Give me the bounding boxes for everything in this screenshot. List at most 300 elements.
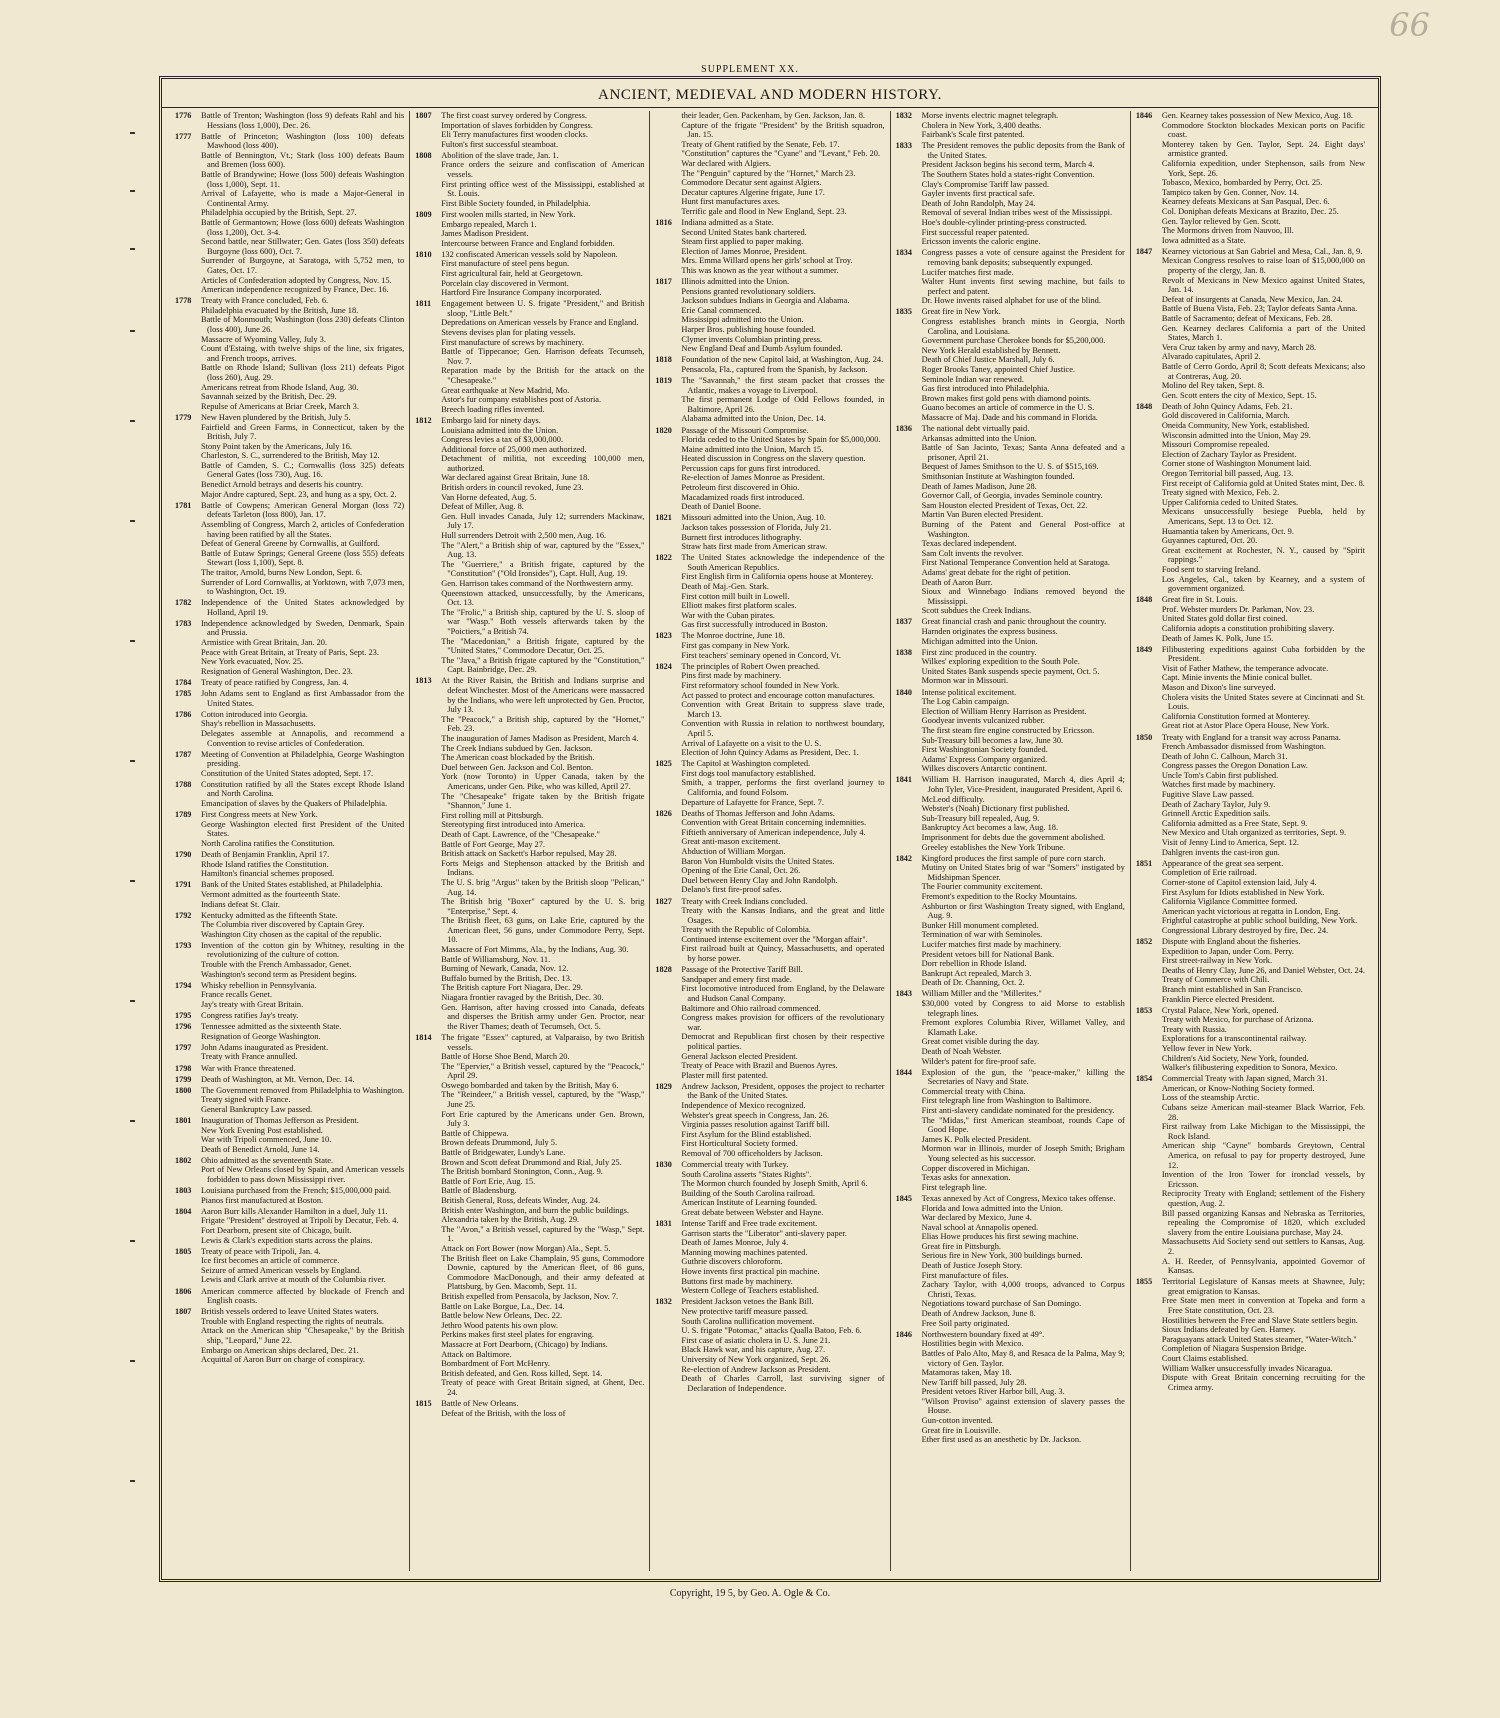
event-text: Jethro Wood patents his own plow. xyxy=(441,1320,559,1330)
year-entry xyxy=(175,296,404,411)
event-text: Food sent to starving Ireland. xyxy=(1161,564,1261,574)
event-text: The "Alert," a British ship of war, captured by the "Essex," Aug. 13. xyxy=(441,540,645,560)
year-entry xyxy=(655,218,884,276)
event-text: The "Peacock," a British ship, captured by the "Hornet," Feb. 23. xyxy=(441,714,645,734)
event-text: Cotton introduced into Georgia. xyxy=(201,709,308,719)
event-text: Death of John Quincy Adams, Feb. 21. xyxy=(1161,401,1293,411)
event-text: Hoe's double-cylinder printing-press constructed. xyxy=(921,218,1087,228)
event-text: Frigate "President" destroyed at Tripoli by Decatur, Feb. 4. xyxy=(201,1216,399,1226)
event-text: Alexandria taken by the British, Aug. 29. xyxy=(441,1215,580,1225)
event-text: Whisky rebellion in Pennsylvania. xyxy=(201,980,317,990)
entry-year: 1810 xyxy=(415,249,432,259)
event-text: Act passed to protect and encourage cotton manufactures. xyxy=(681,690,875,700)
event-text: Col. Doniphan defeats Mexicans at Brazito, Dec. 25. xyxy=(1161,206,1339,216)
entry-events xyxy=(681,355,884,374)
event-text: Kearney victorious at San Gabriel and Mesa, Cal., Jan. 8, 9. xyxy=(1161,246,1363,256)
event-text: Commercial treaty with China. xyxy=(921,1086,1026,1096)
margin-mark xyxy=(130,1480,135,1482)
entry-year: 1812 xyxy=(415,415,432,425)
event-text: Oregon Territorial bill passed, Aug. 13. xyxy=(1161,468,1294,478)
entry-events xyxy=(201,750,404,779)
event-text: $30,000 voted by Congress to aid Morse to establish telegraph lines. xyxy=(921,999,1125,1018)
event-text: Defeat of Miller, Aug. 8. xyxy=(441,502,524,512)
margin-mark xyxy=(130,880,135,882)
event-text: American ship "Cayne" bombards Greytown, Central America, on refusal to pay for property destroyed, June 12. xyxy=(1161,1141,1366,1170)
entry-events xyxy=(681,1082,884,1159)
year-entry xyxy=(175,1186,404,1205)
event-text: Dorr rebellion in Rhode Island. xyxy=(921,959,1027,969)
entry-events xyxy=(681,759,884,807)
event-text: Battles of Palo Alto, May 8, and Resaca de la Palma, May 9; victory of Gen. Taylor. xyxy=(921,1348,1125,1368)
year-entry xyxy=(175,981,404,1010)
event-text: Dahlgren invents the cast-iron gun. xyxy=(1161,847,1280,857)
entry-year: 1836 xyxy=(895,424,912,433)
event-text: The British capture Fort Niagara, Dec. 29. xyxy=(441,983,583,993)
event-text: Fugitive Slave Law passed. xyxy=(1161,790,1254,800)
event-text: First successful reaper patented. xyxy=(921,227,1030,237)
event-text: Arrival of Lafayette, who is made a Major-General in Continental Army. xyxy=(201,189,405,208)
event-text: Garrison starts the "Liberator" anti-slavery paper. xyxy=(681,1228,847,1238)
event-text: First zinc produced in the country. xyxy=(921,647,1037,657)
event-text: Missouri admitted into the Union, Aug. 10. xyxy=(681,513,826,523)
event-text: Appearance of the great sea serpent. xyxy=(1161,858,1284,868)
event-text: Treaty of peace with Tripoli, Jan. 4. xyxy=(201,1246,321,1256)
entry-year: 1823 xyxy=(655,631,672,641)
entry-year: 1852 xyxy=(1135,936,1153,946)
event-text: First telegraph line. xyxy=(921,1182,987,1192)
event-text: Bankruptcy Act becomes a law, Aug. 18. xyxy=(921,823,1059,833)
entry-events xyxy=(441,111,644,149)
event-text: Pins first made by machinery. xyxy=(681,671,782,681)
event-text: France orders the seizure and confiscation of American vessels. xyxy=(441,160,645,180)
event-text: Guano becomes an article of commerce in the U. S. xyxy=(921,403,1095,413)
event-text: American yacht victorious at regatta in London, Eng. xyxy=(1161,906,1341,916)
entry-events xyxy=(1162,247,1365,401)
event-text: "Wilson Proviso" against extension of slavery passes the House. xyxy=(921,1396,1125,1416)
entry-year: 1783 xyxy=(175,618,192,628)
event-text: The Government removed from Philadelphia to Washington. xyxy=(201,1085,405,1095)
event-text: First Asylum for Idiots established in New York. xyxy=(1161,887,1325,897)
year-entry xyxy=(175,1307,404,1365)
event-text: Webster's great speech in Congress, Jan. 26. xyxy=(681,1110,829,1120)
event-text: Gun-cotton invented. xyxy=(921,1416,993,1426)
event-text: Greeley establishes the New York Tribune. xyxy=(921,842,1066,852)
event-text: Percussion caps for guns first introduced. xyxy=(681,463,821,473)
year-entry xyxy=(655,1219,884,1296)
year-entry xyxy=(655,631,884,660)
entry-events xyxy=(681,426,884,512)
entry-year: 1830 xyxy=(655,1160,672,1170)
event-text: Tampico taken by Gen. Conner, Nov. 14. xyxy=(1161,187,1299,197)
event-text: Mormon war in Illinois, murder of Joseph Smith; Brigham Young selected as his successor. xyxy=(921,1144,1125,1164)
event-text: Battle of Brandywine; Howe (loss 500) defeats Washington (loss 1,000), Sept. 11. xyxy=(201,170,405,189)
event-text: Vera Cruz taken by army and navy, March 28. xyxy=(1161,342,1317,352)
event-text: Congress levies a tax of $3,000,000. xyxy=(441,435,564,445)
event-text: Acquittal of Aaron Burr on charge of conspiracy. xyxy=(201,1355,365,1365)
event-text: Continued intense excitement over the "Morgan affair". xyxy=(681,934,868,944)
year-entry xyxy=(175,1022,404,1041)
event-text: Expedition to Japan, under Com. Perry. xyxy=(1161,946,1294,956)
entry-year: 1807 xyxy=(175,1307,192,1317)
year-entry xyxy=(175,941,404,979)
entry-year: 1837 xyxy=(895,617,912,627)
entry-events xyxy=(201,1043,404,1062)
year-entry xyxy=(1136,111,1365,245)
entry-year: 1779 xyxy=(175,412,192,422)
entry-year: 1821 xyxy=(655,513,672,523)
event-text: Molino del Rey taken, Sept. 8. xyxy=(1161,381,1265,391)
event-text: Wilkes' exploring expedition to the South Pole. xyxy=(921,657,1080,667)
year-entry xyxy=(175,1043,404,1062)
event-text: Michigan admitted into the Union. xyxy=(921,636,1038,646)
event-text: Morse invents electric magnet telegraph. xyxy=(921,111,1059,120)
event-text: Battle of Chippewa. xyxy=(441,1128,509,1138)
event-text: Buffalo burned by the British, Dec. 13. xyxy=(441,973,573,983)
entry-events xyxy=(201,619,404,677)
event-text: Second United States bank chartered. xyxy=(681,227,807,237)
event-text: Plaster mill first patented. xyxy=(681,1070,768,1080)
event-text: Aaron Burr kills Alexander Hamilton in a duel, July 11. xyxy=(201,1206,388,1216)
entry-year: 1855 xyxy=(1135,1277,1153,1287)
event-text: First manufacture of screws by machinery. xyxy=(441,337,584,347)
year-entry xyxy=(175,880,404,909)
margin-mark xyxy=(130,132,135,134)
entry-events xyxy=(441,299,644,414)
event-text: Zachary Taylor, with 4,000 troops, advanced to Corpus Christi, Texas. xyxy=(921,1280,1125,1299)
event-text: Texas asks for annexation. xyxy=(921,1173,1011,1183)
event-text: First case of asiatic cholera in U. S. June 21. xyxy=(681,1335,831,1345)
event-text: Howe invents first practical pin machine. xyxy=(681,1267,820,1277)
event-text: Removal of several Indian tribes west of the Mississippi. xyxy=(921,208,1113,218)
event-text: Tobasco, Mexico, bombarded by Perry, Oct. 25. xyxy=(1161,178,1323,188)
event-text: Gen. Harrison, after having crossed into Canada, defeats and disperses the British army under Gen. Proctor, near the River Thames; death of Tecumseh, Oct. 5. xyxy=(441,1002,645,1031)
event-text: Depredations on American vessels by France and England. xyxy=(441,318,639,328)
entry-year: 1822 xyxy=(655,553,672,563)
event-text: Elias Howe produces his first sewing machine. xyxy=(921,1232,1079,1242)
event-text: First anti-slavery candidate nominated for the presidency. xyxy=(921,1106,1115,1116)
event-text: Copper discovered in Michigan. xyxy=(921,1163,1030,1173)
year-entry xyxy=(896,688,1125,774)
event-text: Battle of Bennington, Vt.; Stark (loss 100) defeats Baum and Bremen (loss 600). xyxy=(201,150,405,170)
event-text: Government purchase Cherokee bonds for $5,200,000. xyxy=(921,336,1106,346)
event-text: Illinois admitted into the Union. xyxy=(681,277,790,287)
event-text: Kingford produces the first sample of pure corn starch. xyxy=(921,853,1106,863)
event-text: Treaty with Russia. xyxy=(1161,1024,1227,1034)
entry-year: 1804 xyxy=(175,1206,192,1216)
year-entry xyxy=(655,897,884,964)
entry-events xyxy=(922,648,1125,686)
event-text: Erie Canal commenced. xyxy=(681,305,762,315)
entry-year: 1825 xyxy=(655,759,672,769)
event-text: Surrender of Burgoyne, at Saratoga, with 5,752 men, to Gates, Oct. 17. xyxy=(201,256,405,275)
event-text: The President removes the public deposits from the Bank of the United States. xyxy=(921,141,1125,160)
year-entry xyxy=(896,111,1125,140)
event-text: The Mormons driven from Nauvoo, Ill. xyxy=(1161,226,1294,236)
year-entry xyxy=(655,1160,884,1218)
entry-events xyxy=(922,248,1125,306)
event-text: Bequest of James Smithson to the U. S. of $515,169. xyxy=(921,462,1099,472)
event-text: President vetoes bill for National Bank. xyxy=(921,949,1055,959)
event-text: McLeod difficulty. xyxy=(921,794,985,804)
event-text: Battle of Princeton; Washington (loss 100) defeats Mawhood (loss 400). xyxy=(201,131,405,151)
event-text: Great fire in St. Louis. xyxy=(1161,595,1238,605)
entry-events xyxy=(922,1194,1125,1328)
entry-year: 1832 xyxy=(655,1297,672,1307)
event-text: U. S. frigate "Potomac," attacks Qualla Batoo, Feb. 6. xyxy=(681,1326,862,1336)
event-text: Trouble with England respecting the rights of neutrals. xyxy=(201,1316,384,1326)
entry-events xyxy=(201,598,404,617)
event-text: Shay's rebellion in Massachusetts. xyxy=(201,719,316,729)
entry-events xyxy=(441,416,644,675)
event-text: The Log Cabin campaign. xyxy=(921,697,1010,707)
event-text: Baltimore and Ohio railroad commenced. xyxy=(681,1003,821,1013)
event-text: Treaty with Mexico, for purchase of Arizona. xyxy=(1161,1015,1314,1025)
margin-mark xyxy=(130,420,135,422)
event-text: Attack on the American ship "Chesapeake," by the British ship, "Leopard," June 22. xyxy=(201,1326,405,1346)
year-entry xyxy=(175,1207,404,1245)
event-text: Oswego bombarded and taken by the British, May 6. xyxy=(441,1080,619,1090)
year-entry xyxy=(896,775,1125,852)
entry-year: 1829 xyxy=(655,1081,672,1091)
event-text: Battle of San Jacinto, Texas; Santa Anna defeated and a prisoner, April 21. xyxy=(921,443,1125,462)
entry-year: 1796 xyxy=(175,1022,192,1032)
entry-events xyxy=(201,296,404,411)
entry-year: 1792 xyxy=(175,910,192,920)
event-text: Congress makes provision for officers of the revolutionary war. xyxy=(681,1013,885,1032)
event-text: Philadelphia evacuated by the British, June 18. xyxy=(201,305,359,315)
event-text: Los Angeles, Cal., taken by Kearney, and a system of government organized. xyxy=(1161,574,1366,594)
event-text: Intercourse between France and England forbidden. xyxy=(441,238,615,248)
event-text: Court Claims established. xyxy=(1161,1354,1249,1363)
year-entry xyxy=(655,376,884,424)
year-entry xyxy=(175,689,404,708)
entry-year: 1789 xyxy=(175,810,192,820)
entry-year xyxy=(655,111,681,217)
entry-events xyxy=(201,1086,404,1115)
year-entry xyxy=(1136,402,1365,594)
event-text: Death of James Monroe, July 4. xyxy=(681,1238,789,1248)
event-text: Death of Noah Webster. xyxy=(921,1047,1002,1056)
event-text: Armistice with Great Britain, Jan. 20. xyxy=(201,638,328,648)
event-text: Terrific gale and flood in New England, Sept. 23. xyxy=(681,206,847,216)
event-text: Treaty signed with France. xyxy=(201,1095,291,1105)
year-entry xyxy=(175,1011,404,1021)
event-text: Fremont's expedition to the Rocky Mountains. xyxy=(921,892,1078,901)
event-text: Paraguayans attack United States steamer, "Water-Witch." xyxy=(1161,1334,1357,1344)
event-text: New Haven plundered by the British, July 5. xyxy=(201,412,351,422)
year-entry xyxy=(655,426,884,512)
year-entry xyxy=(175,1064,404,1074)
entry-year: 1816 xyxy=(655,218,672,228)
event-text: Steam first applied to paper making. xyxy=(681,237,804,247)
event-text: Embargo laid for ninety days. xyxy=(441,415,541,425)
event-text: First railway from Lake Michigan to the Mississippi, the Rock Island. xyxy=(1161,1122,1366,1141)
entry-events xyxy=(201,501,404,597)
event-text: Charleston, S. C., surrendered to the British, May 12. xyxy=(201,451,380,461)
year-entry xyxy=(415,111,644,149)
entry-year: 1832 xyxy=(895,111,912,120)
event-text: Stevens devises plan for plating vessels. xyxy=(441,328,576,338)
event-text: Commodore Stockton blockades Mexican ports on Pacific coast. xyxy=(1161,120,1366,140)
entry-events xyxy=(201,1287,404,1306)
entry-events xyxy=(681,111,884,217)
event-text: California Constitution formed at Monterey. xyxy=(1161,711,1310,721)
event-text: Crystal Palace, New York, opened. xyxy=(1161,1005,1279,1015)
event-text: Death of Chief Justice Marshall, July 6. xyxy=(921,355,1055,365)
year-entry xyxy=(175,911,404,940)
event-text: Death of Aaron Burr. xyxy=(921,577,993,587)
event-text: The Fourier community excitement. xyxy=(921,882,1043,892)
event-text: Black Hawk war, and his capture, Aug. 27. xyxy=(681,1345,826,1355)
event-text: Treaty of Peace with Brazil and Buenos Ayres. xyxy=(681,1061,838,1071)
event-text: United States gold dollar first coined. xyxy=(1161,614,1288,624)
entry-events xyxy=(681,218,884,276)
margin-mark xyxy=(130,520,135,522)
event-text: American Institute of Learning founded. xyxy=(681,1198,817,1208)
entry-events xyxy=(681,553,884,630)
event-text: California expedition, under Stephenson, sails from New York, Sept. 26. xyxy=(1161,158,1366,178)
margin-mark xyxy=(130,1000,135,1002)
event-text: Stony Point taken by the Americans, July 16. xyxy=(201,441,352,451)
entry-events xyxy=(201,132,404,295)
copyright: Copyright, 19 5, by Geo. A. Ogle & Co. xyxy=(669,1588,831,1599)
event-text: British attack on Sackett's Harbor repulsed, May 28. xyxy=(441,849,617,859)
event-text: New York evacuated, Nov. 25. xyxy=(201,657,304,667)
year-entry xyxy=(415,151,644,209)
event-text: Great fire in New York. xyxy=(921,307,1001,317)
margin-mark xyxy=(130,1120,135,1122)
event-text: California adopts a constitution prohibiting slavery. xyxy=(1161,623,1335,633)
event-text: Treaty with the Republic of Colombia. xyxy=(681,925,811,935)
event-text: Wilder's patent for fire-proof safe. xyxy=(921,1056,1037,1066)
event-text: Constitution of the United States adopted, Sept. 17. xyxy=(201,768,374,778)
event-text: Dr. Howe invents raised alphabet for use of the blind. xyxy=(921,296,1101,306)
year-entry xyxy=(415,250,644,298)
event-text: Queenstown attacked, unsuccessfully, by the Americans, Oct. 13. xyxy=(441,588,645,608)
event-text: First gas company in New York. xyxy=(681,641,790,651)
event-text: Treaty with England for a transit way across Panama. xyxy=(1161,732,1341,742)
margin-mark xyxy=(130,760,135,762)
entry-events xyxy=(922,688,1125,774)
event-text: Congress passes the Oregon Donation Law. xyxy=(1161,761,1308,771)
event-text: Van Horne defeated, Aug. 5. xyxy=(441,492,537,502)
event-text: Battle of Germantown; Howe (loss 600) defeats Washington (loss 1,200), Oct. 3-4. xyxy=(201,218,405,237)
entry-year: 1785 xyxy=(175,689,192,699)
event-text: First dogs tool manufactory established. xyxy=(681,768,816,778)
event-text: Mexicans unsuccessfully besiege Puebla, held by Americans, Sept. 13 to Oct. 12. xyxy=(1161,507,1366,526)
event-text: Seminole Indian war renewed. xyxy=(921,374,1024,384)
year-entry xyxy=(896,1068,1125,1193)
event-text: Indiana admitted as a State. xyxy=(681,218,774,228)
entry-year: 1842 xyxy=(895,853,912,863)
event-text: First street-railway in New York. xyxy=(1161,956,1273,966)
year-entry xyxy=(655,277,884,354)
column-3 xyxy=(649,111,889,1571)
event-text: Children's Aid Society, New York, founded. xyxy=(1161,1053,1309,1063)
event-text: Second battle, near Stillwater; Gen. Gates (loss 350) defeats Burgoyne (loss 600), Oct. 7. xyxy=(201,237,405,256)
event-text: Great fire in Louisville. xyxy=(921,1425,1001,1435)
entry-events xyxy=(922,307,1125,422)
event-text: Mrs. Emma Willard opens her girls' school at Troy. xyxy=(681,256,853,266)
event-text: The "Epervier," a British vessel, captured by the "Peacock," April 29. xyxy=(441,1061,645,1081)
entry-year: 1799 xyxy=(175,1074,192,1084)
event-text: Articles of Confederation adopted by Congress, Nov. 15. xyxy=(201,275,392,285)
event-text: Hartford Fire Insurance Company incorporated. xyxy=(441,288,602,298)
event-text: Completion of Niagara Suspension Bridge. xyxy=(1161,1344,1307,1354)
event-text: Brown makes first gold pens with diamond points. xyxy=(921,393,1091,403)
event-text: Hostilities between the Free and Slave State settlers begin. xyxy=(1161,1315,1358,1325)
event-text: Guthrie discovers chloroform. xyxy=(681,1257,783,1267)
event-text: North Carolina ratifies the Constitution. xyxy=(201,838,335,848)
entry-events xyxy=(441,210,644,248)
event-text: Treaty with the Kansas Indians, and the great and little Osages. xyxy=(681,906,885,925)
event-text: First National Temperance Convention held at Saratoga. xyxy=(921,558,1110,568)
event-text: Re-election of James Monroe as President. xyxy=(681,473,825,483)
entry-events xyxy=(681,631,884,660)
event-text: Corner-stone of Capitol extension laid, July 4. xyxy=(1161,877,1317,887)
event-text: Great financial crash and panic throughout the country. xyxy=(921,617,1107,627)
event-text: William H. Harrison inaugurated, March 4, dies April 4; John Tyler, Vice-President, inaugurated President, April 6. xyxy=(921,775,1125,794)
event-text: Great comet visible during the day. xyxy=(921,1037,1040,1047)
event-text: Massachusetts Aid Society send out settlers to Kansas, Aug. 2. xyxy=(1161,1237,1366,1256)
entry-events xyxy=(441,676,644,1031)
entry-year: 1849 xyxy=(1135,644,1153,654)
entry-year: 1787 xyxy=(175,749,192,759)
year-entry xyxy=(896,307,1125,422)
event-text: Massacre of Maj. Dade and his command in Florida. xyxy=(921,412,1098,422)
event-text: Battle of Buena Vista, Feb. 23; Taylor defeats Santa Anna. xyxy=(1161,304,1358,314)
event-text: Monterey taken by Gen. Taylor, Sept. 24. Eight days' armistice granted. xyxy=(1161,139,1366,159)
event-text: Lewis & Clark's expedition starts across the plains. xyxy=(201,1235,373,1245)
event-text: Porcelain clay discovered in Vermont. xyxy=(441,278,569,288)
year-entry xyxy=(896,989,1125,1066)
year-entry xyxy=(655,965,884,1080)
year-entry xyxy=(655,111,884,217)
event-text: Missouri Compromise repealed. xyxy=(1161,440,1270,450)
year-entry xyxy=(175,710,404,748)
entry-events xyxy=(681,965,884,1080)
event-text: Great fire in Pittsburgh. xyxy=(921,1241,1002,1251)
event-text: Clymer invents Columbian printing press. xyxy=(681,334,823,344)
entry-events xyxy=(1162,595,1365,643)
entry-year: 1814 xyxy=(415,1032,432,1042)
entry-year: 1809 xyxy=(415,209,432,219)
event-text: Election of John Quincy Adams as President, Dec. 1. xyxy=(681,748,859,758)
event-text: Niagara frontier ravaged by the British, Dec. 30. xyxy=(441,993,604,1003)
event-text: Visit of Father Mathew, the temperance advocate. xyxy=(1161,663,1329,673)
event-text: President vetoes River Harbor bill, Aug. 3. xyxy=(921,1387,1065,1397)
year-entry xyxy=(1136,937,1365,1004)
entry-events xyxy=(922,1068,1125,1193)
event-text: Free State men meet in convention at Topeka and form a Free State constitution, Oct. 23. xyxy=(1161,1296,1366,1316)
year-entry xyxy=(175,598,404,617)
event-text: First receipt of California gold at United States mint, Dec. 8. xyxy=(1161,478,1365,488)
entry-year: 1793 xyxy=(175,940,192,950)
event-text: Elliott makes first platform scales. xyxy=(681,601,797,611)
event-text: Webster's (Noah) Dictionary first published. xyxy=(921,804,1070,814)
event-text: Maine admitted into the Union, March 15. xyxy=(681,444,824,454)
event-text: The national debt virtually paid. xyxy=(921,424,1030,433)
event-text: The United States acknowledge the independence of the South American Republics. xyxy=(681,553,885,572)
event-text: "Constitution" captures the "Cyane" and "Levant," Feb. 20. xyxy=(681,149,881,159)
entry-year: 1820 xyxy=(655,425,672,435)
event-text: The "Frolic," a British ship, captured by the U. S. sloop of war "Wasp." Both vessels afterwards taken by the "Poictiers," a British 74. xyxy=(441,607,645,636)
event-text: Bill passed organizing Kansas and Nebraska as Territories, repealing the Compromise of 1820, which excluded slavery from the entire Louisiana purchase, May 24. xyxy=(1161,1208,1366,1237)
entry-year: 1811 xyxy=(415,299,432,309)
event-text: Death of Maj.-Gen. Stark. xyxy=(681,582,769,591)
event-text: Cholera visits the United States severe at Cincinnati and St. Louis. xyxy=(1161,692,1366,712)
event-text: Revolt of Mexicans in New Mexico against United States, Jan. 14. xyxy=(1161,275,1366,295)
